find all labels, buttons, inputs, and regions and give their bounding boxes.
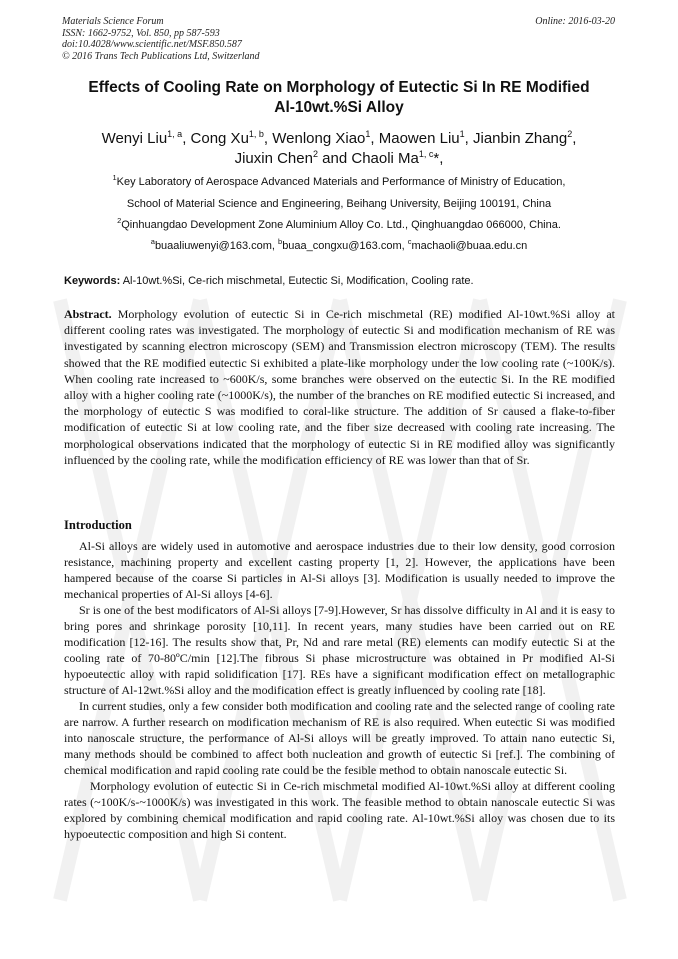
author-sup: 1: [365, 129, 371, 139]
author-list: [40, 129, 638, 169]
author-sep: ,: [572, 130, 577, 147]
journal-name: Materials Science Forum: [62, 16, 164, 27]
email-sup: c: [407, 237, 412, 246]
affiliation-sup: 1: [112, 173, 117, 182]
author-sup: 1: [459, 129, 465, 139]
author-sep: ,: [370, 130, 379, 147]
author-sep: ,: [263, 130, 273, 147]
issn-line: ISSN: 1662-9752, Vol. 850, pp 587-593: [62, 27, 220, 39]
author-name: Wenyi Liu: [101, 130, 168, 147]
paragraph: Morphology evolution of eutectic Si in Ce-rich mischmetal modified Al-10wt.%Si alloy at different cooling rates (~100K/s-~1000K/s) was investigated in this work. The feasible method to obtain nanoscale eutectic Si was explored by combining chemical modification and rapid cooling rate. Al-10wt.%Si alloy was chosen due to its hypoeutectic composition and high Si content.: [64, 779, 615, 841]
title-line-1: Effects of Cooling Rate on Morphology of Eutectic Si In RE Modified: [88, 79, 590, 96]
abstract-text: Morphology evolution of eutectic Si in Ce-rich mischmetal (RE) modified Al-10wt.%Si alloy at different cooling rates was investigated. The morphology of eutectic Si and modification mechanism of RE was investigated by scanning electron microscopy (SEM) and Transmission electron microscopy (TEM). The results showed that the RE modified eutectic Si exhibited a plate-like morphology under the low cooling rate (~100K/s). When cooling rate increased to ~600K/s, some branches were observed on the eutectic Si. In the RE modified alloy with a higher cooling rate (~1000K/s), the number of the branches on RE modified eutectic Si increased, and the morphology of eutectic S was modified to coral-like structure. The addition of Sr caused a flake-to-fiber modification of eutectic Si at low cooling rate, and the fiber size decreased with cooling rate increasing. The morphological observations indicated that the morphology of eutectic Si in RE modified alloy was significantly influenced by the cooling rate, while the modification efficiency of RE was lower than that of Sr.: [64, 307, 615, 467]
author-name: Chaoli Ma: [351, 150, 419, 167]
paragraph: Sr is one of the best modificators of Al-Si alloys [7-9].However, Sr has dissolve difficulty in Al and it is easy to bring pores and shrinkage porosity [10,11]. In recent years, many studies have been carried out on RE modification [12-16]. The results show that, Pr, Nd and rare metal (RE) elements can modify eutectic Si at the cooling rate of 70-80ºC/min [12].The fibrous Si phase microstructure was obtained in Pr modified Al-Si hypoeutectic alloy with rapid solidification [17]. REs have a significant modification effect on metallographic structure of Al-12wt.%Si alloy and the modification effect is greatly influenced by cooling rate [18].: [64, 603, 615, 697]
journal-header: [62, 16, 260, 62]
author-sep: *,: [433, 150, 444, 167]
introduction-body: [64, 538, 615, 842]
email-b[interactable]: buaa_congxu@163.com,: [282, 240, 408, 252]
author-name: Maowen Liu: [378, 130, 460, 147]
author-name: Jiuxin Chen: [234, 150, 313, 167]
paragraph: Al-Si alloys are widely used in automotive and aerospace industries due to their low density, good corrosion resistance, machining property and excellent casting property [1, 2]. However, the applications have been hampered because of the coarse Si particles in Al-Si alloys [3]. Modification is usually needed to improve the mechanical properties of Al-Si alloys [4-6].: [64, 539, 615, 601]
copyright-line: © 2016 Trans Tech Publications Ltd, Switzerland: [62, 50, 260, 62]
author-sup: 2: [567, 129, 573, 139]
online-date: Online: 2016-03-20: [535, 16, 615, 27]
section-heading-introduction: Introduction: [64, 518, 132, 532]
author-line-1: [40, 129, 638, 149]
email-a[interactable]: buaaliuwenyi@163.com,: [154, 240, 279, 252]
email-line: [40, 237, 638, 253]
author-sup: 2: [312, 149, 318, 159]
paper-title: [40, 78, 638, 118]
author-name: Jianbin Zhang: [473, 130, 568, 147]
author-sep: ,: [182, 130, 191, 147]
abstract-label: Abstract.: [64, 307, 112, 321]
author-sep: and: [317, 150, 352, 167]
affiliation-1-line-2: School of Material Science and Engineering, Beihang University, Beijing 100191, China: [126, 198, 552, 210]
affiliation-text: Key Laboratory of Aerospace Advanced Materials and Performance of Ministry of Education,: [116, 176, 566, 188]
email-sup: b: [278, 237, 283, 246]
author-line-2: [40, 149, 638, 169]
author-name: Wenlong Xiao: [272, 130, 366, 147]
author-sup: 1, c: [418, 149, 434, 159]
keywords: [64, 275, 474, 287]
affiliation-2: [40, 216, 638, 232]
keywords-label: Keywords:: [64, 275, 121, 287]
author-name: Cong Xu: [190, 130, 249, 147]
paragraph: In current studies, only a few consider both modification and cooling rate and the selected range of cooling rate are narrow. A further research on modification mechanism of RE is also required. When eutectic Si was modified into nanoscale structure, the performance of Al-Si alloys will be greatly improved. To attain nano eutectic Si, many methods should be combined to affect both nucleation and growth of eutectic Si [ref.]. The combining of chemical modification and rapid cooling rate could be the fesible method to obtain nanoscale eutectic Si.: [64, 699, 615, 777]
doi-line: doi:10.4028/www.scientific.net/MSF.850.587: [62, 39, 242, 50]
affiliation-text: Qinhuangdao Development Zone Aluminium Alloy Co. Ltd., Qinghuangdao 066000, China.: [121, 219, 561, 231]
affiliation-1-line-1: [40, 173, 638, 189]
author-sup: 1, a: [167, 129, 183, 139]
title-line-2: Al-10wt.%Si Alloy: [274, 99, 404, 116]
author-sup: 1, b: [248, 129, 264, 139]
affiliation-sup: 2: [117, 216, 122, 225]
author-sep: ,: [464, 130, 473, 147]
keywords-text: Al-10wt.%Si, Ce-rich mischmetal, Eutectic Si, Modification, Cooling rate.: [120, 275, 474, 287]
email-c[interactable]: machaoli@buaa.edu.cn: [411, 240, 528, 252]
abstract: [64, 306, 615, 468]
email-sup: a: [150, 237, 155, 246]
